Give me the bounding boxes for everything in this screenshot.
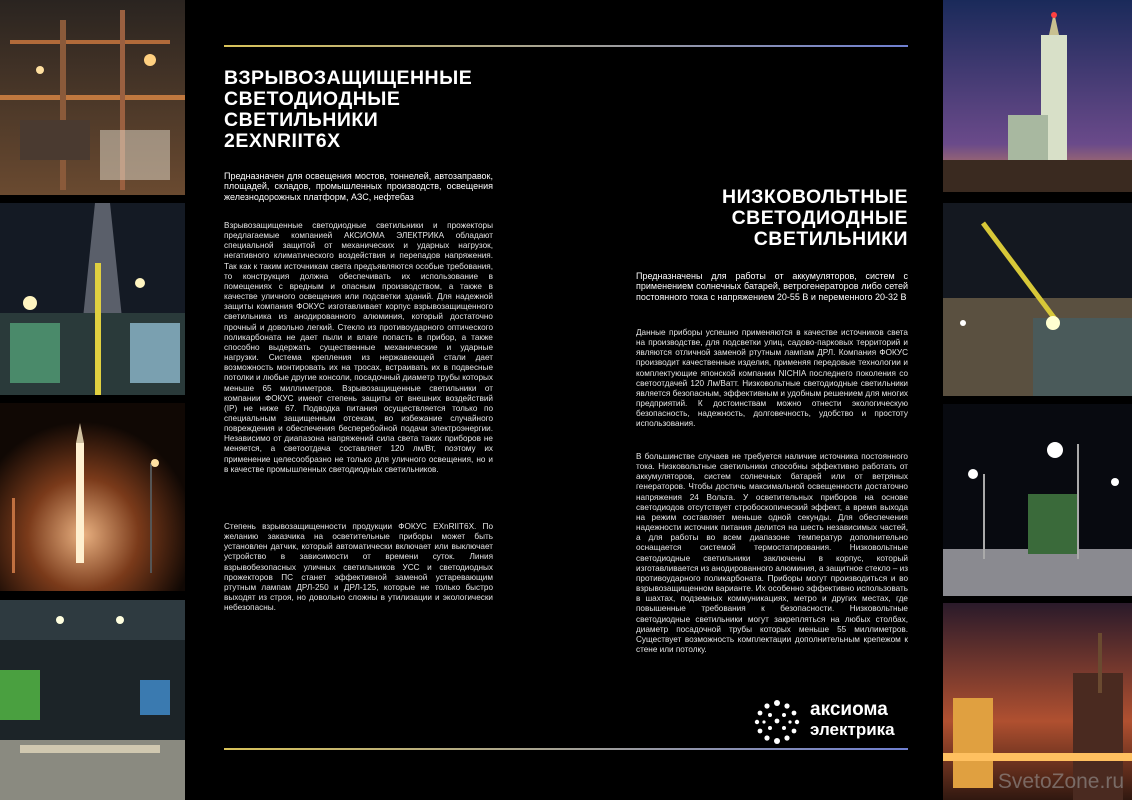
left-section-paragraph-2: Степень взрывозащищенности продукции ФОКУС EXnRIIT6X. По желанию заказчика на осветительные приборы может быть установлен датчик, который автоматически включает или выключает устройство в зависимости от времени суток. Линия взрывобезопасных уличных светильников УСС и светодиодных прожекторов ПС станет эффективной заменой устаревающим ртутным лампам ДРЛ-250 и ДРЛ-125, которые не только быстро выходят из строя, но довольно сложны в утилизации и экологически небезопасны. [224,522,493,613]
left-section-lead: Предназначен для освещения мостов, тоннелей, автозаправок, площадей, складов, промышленных производств, освещения железнодорожных платформ, АЗС, нефтебаз [224,171,493,202]
right-section-title: НИЗКОВОЛЬТНЫЕ СВЕТОДИОДНЫЕ СВЕТИЛЬНИКИ [722,186,908,250]
logo-wordmark-line1: аксиома [810,699,888,720]
right-section-paragraph-2: В большинстве случаев не требуется наличие источника постоянного тока. Низковольтные светильники способны эффективно работать от аккумуляторов, систем солнечных батарей или от ветряных генераторов. Чтобы достичь максимальной освещенности достаточно напряжения 24 Вольта. У осветительных приборов на основе светодиодов отсутствует стробоскопический эффект, а время выхода на режим составляет меньше одной секунды. Для обеспечения надежности источник питания делится на шесть независимых частей, а для работы во всем диапазоне температур дополнительно оснащается системой термостатирования. Низковольтные светодиодные светильники заключены в корпус, который изготавливается из анодированного алюминия, а защитное стекло – из противоударного поликарбоната. Приборы могут производиться и во взрывозащищенном варианте. Их особенно эффективно использовать в шахтах, подземных коммуникациях, метро и других местах, где повышенные требования к безопасности. Низковольтные светодиодные светильники могут закрепляться на любых столбах, диаметр посадочной трубы которых меньше 55 миллиметров. Существует возможность комплектации дополнительным крепежом к стене или потолку. [636,452,908,654]
top-divider-rule [224,45,908,47]
right-section-paragraph-1: Данные приборы успешно применяются в качестве источников света на производстве, для подсветки улиц, садово-парковых территорий и являются отличной заменой ртутным лампам ДРЛ. Компания ФОКУС производит качественные изделия, применяя передовые технологии и комплектующие японской компании NICHIA последнего поколения со светоотдачей 120 Лм/Ватт. Низковольтные светодиодные светильники является безопасным, эффективным и удобным решением для многих предприятий. К достоинствам можно отнести экологическую безопасность, надежность, долговечность, удобство и простоту использования. [636,328,908,429]
bottom-divider-rule [224,748,908,750]
company-logo [752,698,912,744]
logo-wordmark-line2: электрика [810,720,895,739]
watermark: SvetoZone.ru [997,770,1124,793]
photo-crane-construction [943,203,1132,396]
photo-rocket-launch [0,403,185,591]
left-section-title: ВЗРЫВОЗАЩИЩЕННЫЕ СВЕТОДИОДНЫЕ СВЕТИЛЬНИКИ 2EXNRIIT6X [224,67,473,152]
right-section-lead: Предназначены для работы от аккумуляторов, систем с применением солнечных батарей, ветрогенераторов либо сетей постоянного тока с напряжением 20-55 В и переменного 20-32 В [636,271,908,302]
photo-industrial-tower [0,203,185,395]
photo-church-night [943,0,1132,192]
photo-street-lights [943,404,1132,596]
photo-factory-hall [0,600,185,800]
axioma-logo-icon [752,698,802,744]
left-section-paragraph-1: Взрывозащищенные светодиодные светильники и прожекторы предлагаемые компанией АКСИОМА ЭЛЕКТРИКА обладают специальной защитой от механических и ударных нагрузок, негативного климатического воздействия и перепадов напряжения. Так как к таким источникам света предъявляются особые требования, то конструкция должна обеспечивать их использование в помещениях с вредным и опасным производством, а также в качестве уличного освещения или подсветки зданий. Для надежной защиты компания ФОКУС изготавливает корпус взрывозащищенного светильника из анодированного алюминия, который достаточно прочный и довольно легкий. Стекло из противоударного оптического поликарбоната не дает пыли и влаге попасть в прибор, а также способно выдержать существенные механические и ударные нагрузки. Система крепления из нержавеющей стали дает возможность монтировать их на тросах, встраивать их в подвесные потолки и любые другие консоли, посадочный диаметр трубы которых меньше 65 миллиметров. Взрывозащищенные светильники от компании ФОКУС имеют степень защиты от внешних воздействий (IP) не ниже 67. Подводка питания осуществляется только по специальным защищенным отсекам, во избежание случайного повреждения и обеспечения бесперебойной подачи электроэнергии. Независимо от диапазона напряжений сила света таких приборов не меняется, а светоотдача составляет 120 лм/Вт, поэтому их применение целесообразно не только для уличного освещения, но и в качестве промышленных светодиодных светильников. [224,221,493,474]
photo-refinery-pipes [0,0,185,195]
